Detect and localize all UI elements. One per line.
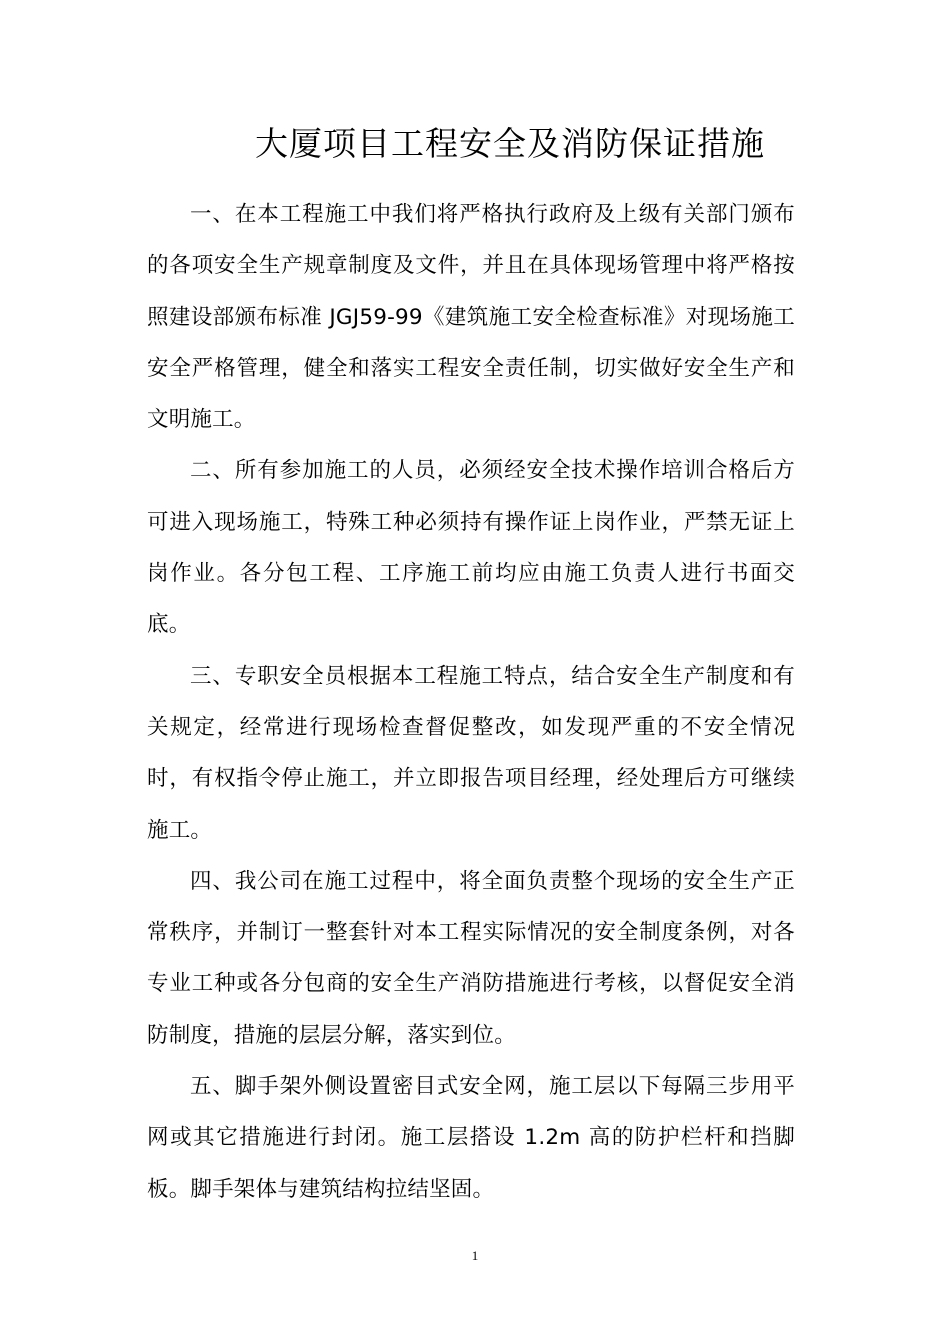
document-title: 大厦项目工程安全及消防保证措施	[255, 124, 765, 163]
paragraph-1: 一、在本工程施工中我们将严格执行政府及上级有关部门颁布的各项安全生产规章制度及文件，并且在具体现场管理中将严格按照建设部颁布标准 JGJ59-99《建筑施工安全检查标准》对现场施工安全严格管理，健全和落实工程安全责任制，切实做好安全生产和文明施工。	[147, 202, 795, 433]
paragraph-3: 三、专职安全员根据本工程施工特点，结合安全生产制度和有关规定，经常进行现场检查督促整改，如发现严重的不安全情况时，有权指令停止施工，并立即报告项目经理，经处理后方可继续施工。	[147, 663, 795, 843]
paragraph-2: 二、所有参加施工的人员，必须经安全技术操作培训合格后方可进入现场施工，特殊工种必须持有操作证上岗作业，严禁无证上岗作业。各分包工程、工序施工前均应由施工负责人进行书面交底。	[147, 458, 795, 638]
page-number: 1	[471, 1248, 479, 1263]
document-body	[147, 189, 795, 1215]
paragraph-4: 四、我公司在施工过程中，将全面负责整个现场的安全生产正常秩序，并制订一整套针对本工程实际情况的安全制度条例，对各专业工种或各分包商的安全生产消防措施进行考核，以督促安全消防制度，措施的层层分解，落实到位。	[147, 868, 795, 1048]
paragraph-5: 五、脚手架外侧设置密目式安全网，施工层以下每隔三步用平网或其它措施进行封闭。施工层搭设 1.2m 高的防护栏杆和挡脚板。脚手架体与建筑结构拉结坚固。	[147, 1074, 795, 1202]
